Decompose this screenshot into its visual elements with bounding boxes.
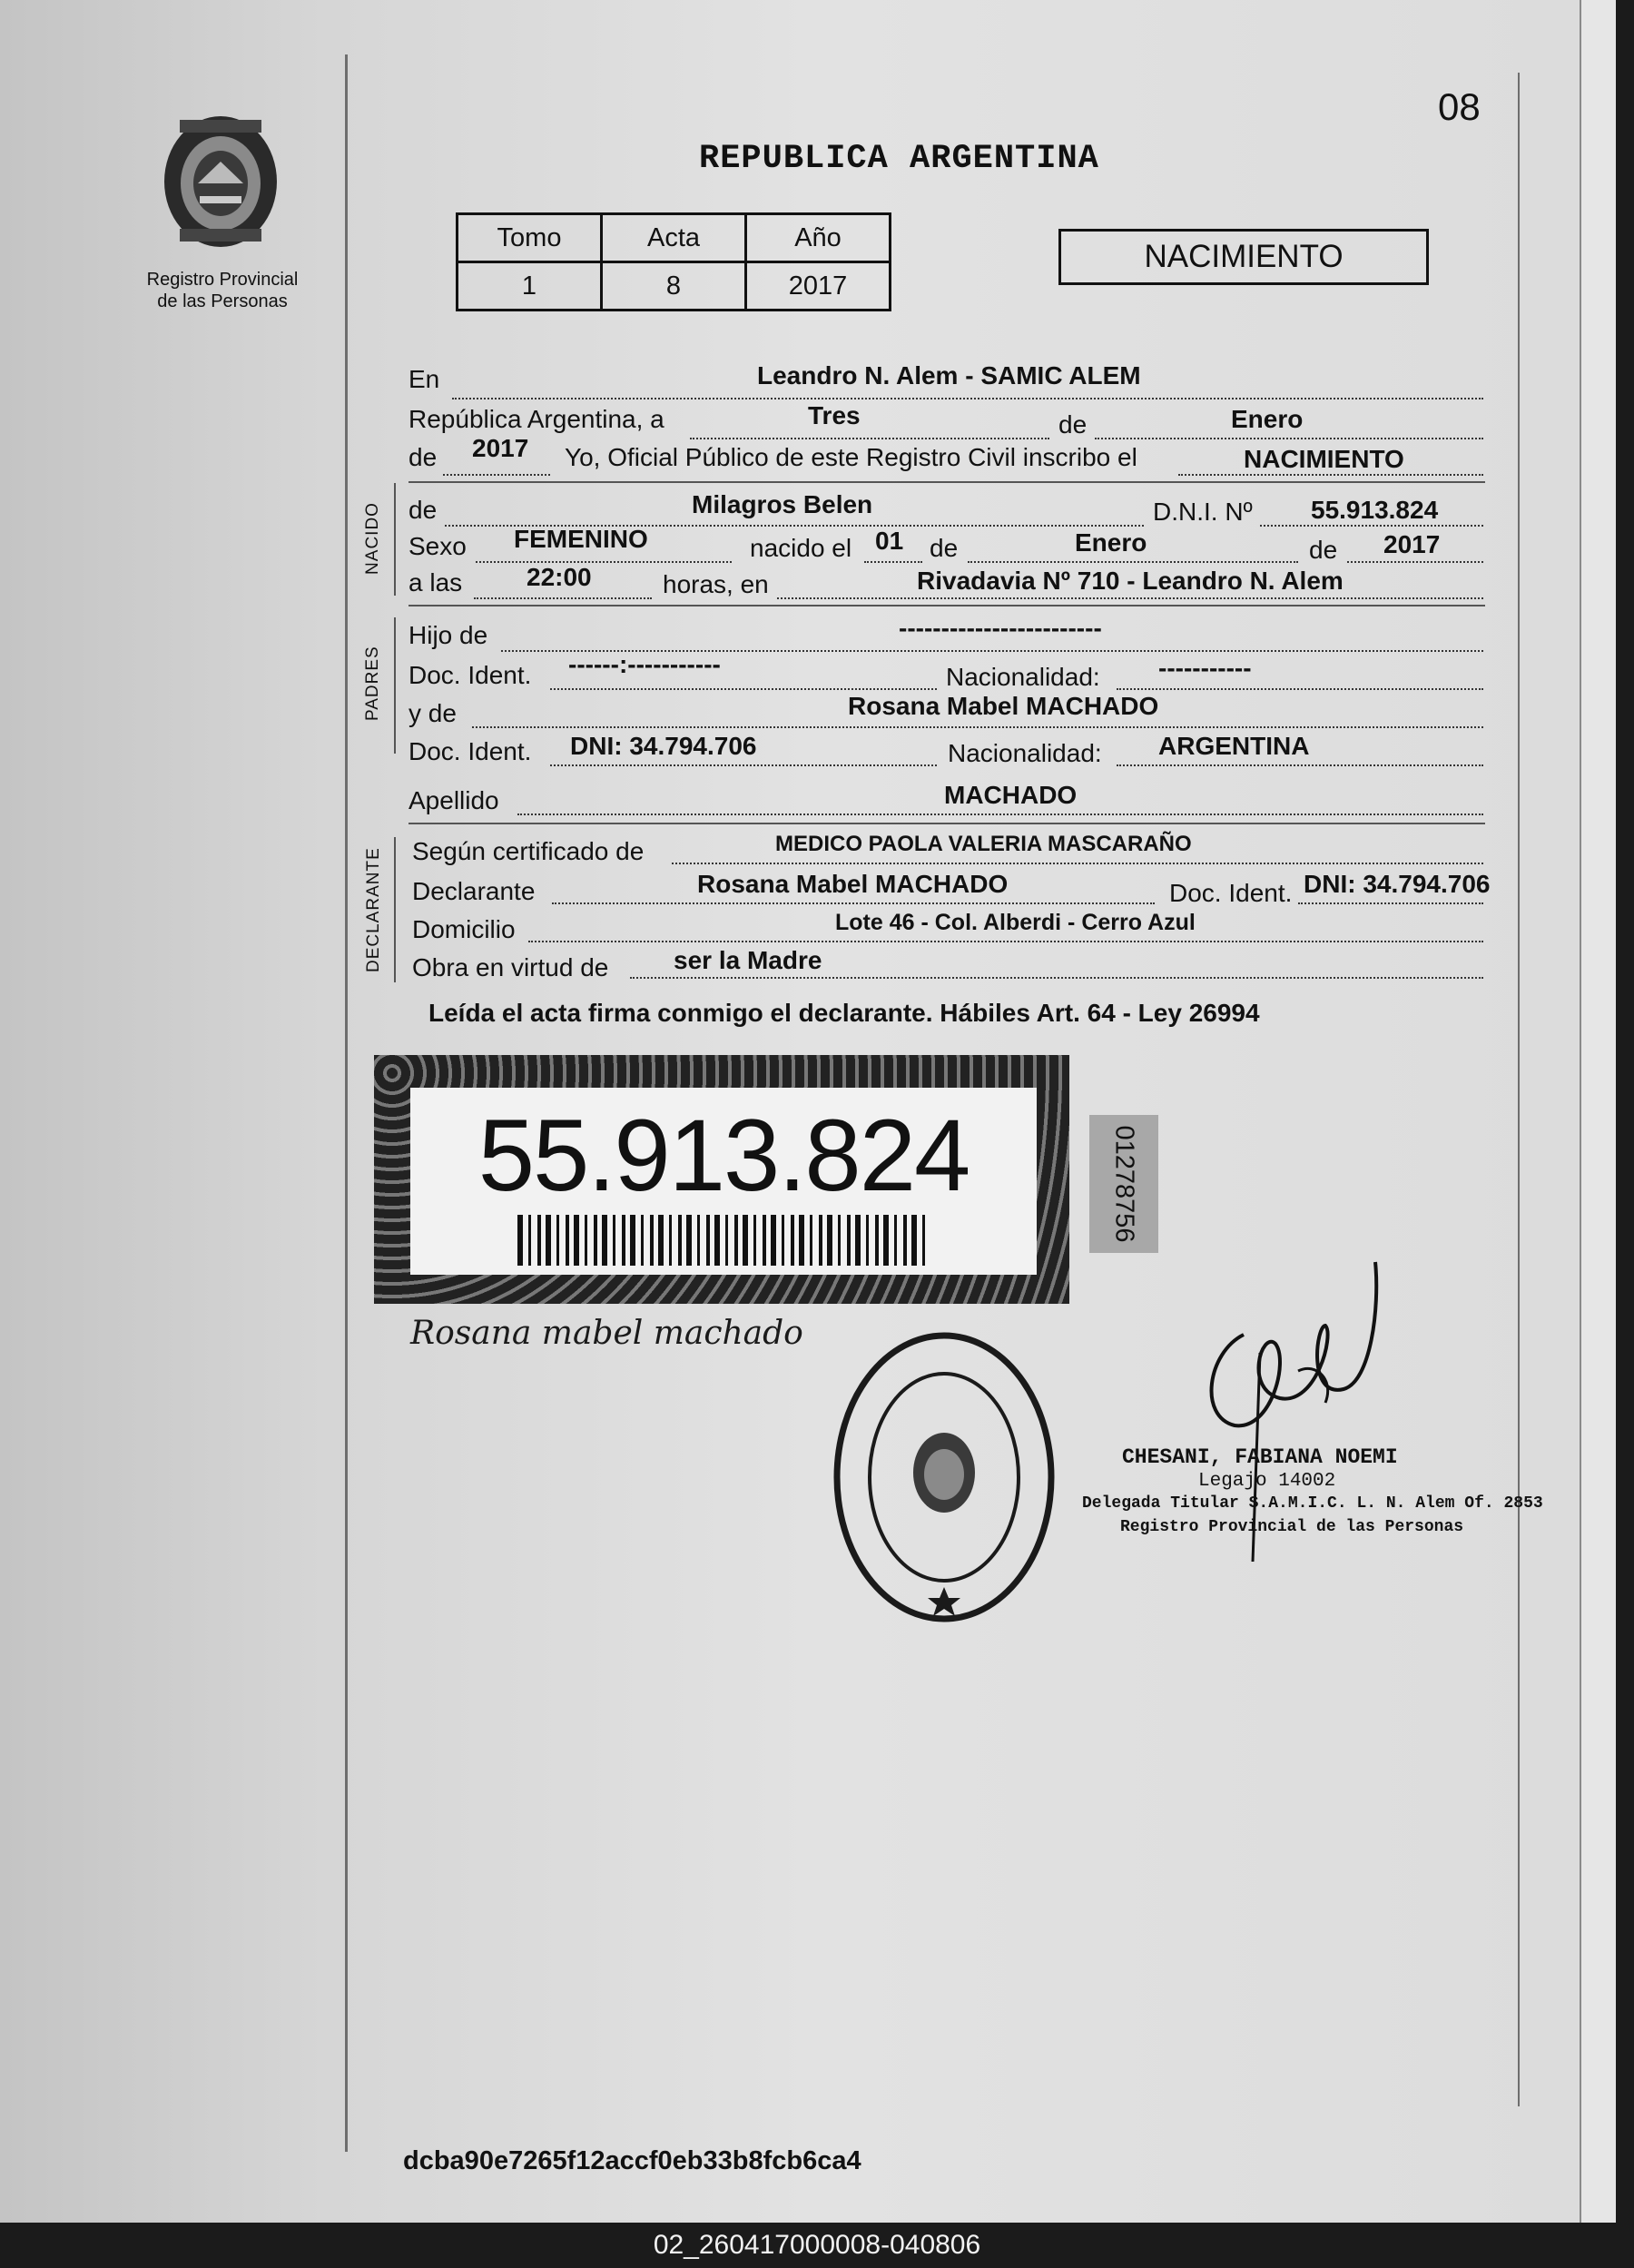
sex-value: FEMENINO — [514, 525, 648, 553]
section-bar — [394, 483, 396, 596]
dotted-line — [1178, 474, 1483, 476]
label-domicilio: Domicilio — [412, 915, 516, 943]
official-name: CHESANI, FABIANA NOEMI — [1122, 1445, 1398, 1469]
official-signature-icon — [1189, 1253, 1398, 1562]
dni-number-large: 55.913.824 — [477, 1099, 970, 1212]
dotted-line — [476, 561, 732, 563]
dotted-line — [690, 438, 1049, 439]
dotted-line — [672, 863, 1483, 864]
label-dni: D.N.I. Nº — [1153, 498, 1253, 526]
year-value: 2017 — [472, 434, 529, 462]
acta-header: Acta — [602, 214, 746, 262]
place-value: Leandro N. Alem - SAMIC ALEM — [757, 361, 1141, 390]
side-label-padres: PADRES — [363, 646, 382, 721]
section-bar — [394, 617, 396, 754]
dotted-line — [1117, 764, 1483, 766]
left-margin-line — [345, 54, 348, 2152]
section-bar — [394, 837, 396, 982]
birth-day-value: 01 — [875, 527, 904, 555]
dotted-line — [1347, 561, 1483, 563]
label-de2: de — [408, 443, 438, 471]
mother-nationality-value: ARGENTINA — [1158, 732, 1310, 760]
dotted-line — [864, 561, 922, 563]
right-margin-line — [1518, 73, 1520, 2106]
record-table — [456, 212, 891, 311]
barcode — [517, 1215, 931, 1266]
label-de-nacido: de — [408, 496, 438, 524]
father-doc-value: ------:----------- — [568, 650, 721, 678]
birth-year-value: 2017 — [1383, 530, 1441, 558]
closing-statement: Leída el acta firma conmigo el declarante. Hábiles Art. 64 - Ley 26994 — [428, 999, 1260, 1027]
acta-value: 8 — [602, 262, 746, 311]
page-edge — [1580, 0, 1616, 2223]
section-divider — [408, 481, 1485, 483]
dotted-line — [630, 977, 1483, 979]
dotted-line — [550, 764, 937, 766]
certificate-value: MEDICO PAOLA VALERIA MASCARAÑO — [775, 832, 1192, 856]
dotted-line — [443, 474, 550, 476]
registry-label — [127, 269, 318, 312]
stamp-icon — [830, 1327, 1058, 1627]
label-nacionalidad-2: Nacionalidad: — [948, 739, 1102, 767]
label-de3: de — [930, 534, 959, 562]
label-hijo-de: Hijo de — [408, 621, 488, 649]
label-de4: de — [1309, 536, 1338, 564]
birth-place-value: Rivadavia Nº 710 - Leandro N. Alem — [917, 567, 1344, 595]
section-divider — [408, 823, 1485, 824]
label-segun: Según certificado de — [412, 837, 645, 865]
month-value: Enero — [1231, 405, 1304, 433]
mother-doc-value: DNI: 34.794.706 — [570, 732, 757, 760]
label-doc-ident-1: Doc. Ident. — [408, 661, 532, 689]
birth-month-value: Enero — [1075, 528, 1147, 557]
dni-value: 55.913.824 — [1311, 496, 1439, 524]
declarant-value: Rosana Mabel MACHADO — [697, 870, 1009, 898]
mother-value: Rosana Mabel MACHADO — [848, 692, 1159, 720]
label-y-de: y de — [408, 699, 457, 727]
official-org: Registro Provincial de las Personas — [1120, 1518, 1464, 1536]
serial-number-text: 01278756 — [1109, 1125, 1139, 1243]
day-value: Tres — [808, 401, 861, 429]
dni-barcode-label — [374, 1055, 1069, 1304]
label-declarante: Declarante — [412, 877, 536, 905]
document-heading: REPUBLICA ARGENTINA — [699, 140, 1099, 178]
label-doc-ident-3: Doc. Ident. — [1169, 879, 1293, 907]
declarant-signature: Rosana mabel machado — [410, 1315, 803, 1352]
official-role: Delegada Titular S.A.M.I.C. L. N. Alem Of. 2853 — [1082, 1494, 1543, 1513]
label-doc-ident-2: Doc. Ident. — [408, 737, 532, 765]
inscribe-value: NACIMIENTO — [1244, 445, 1404, 473]
section-divider — [408, 605, 1485, 606]
dotted-line — [550, 688, 937, 690]
dotted-line — [777, 597, 1483, 599]
province-seal-icon — [153, 109, 289, 254]
father-nationality-value: ----------- — [1158, 654, 1252, 682]
dotted-line — [1298, 902, 1483, 904]
child-name-value: Milagros Belen — [692, 490, 873, 518]
surname-value: MACHADO — [944, 781, 1078, 809]
dni-label-panel — [410, 1088, 1037, 1275]
dotted-line — [1095, 438, 1483, 439]
label-nacionalidad-1: Nacionalidad: — [946, 663, 1100, 691]
label-republica: República Argentina, a — [408, 405, 664, 433]
label-nacido-el: nacido el — [750, 534, 852, 562]
official-legajo: Legajo 14002 — [1198, 1471, 1336, 1492]
registry-line-1: Registro Provincial — [146, 270, 299, 290]
official-stamp — [830, 1327, 1058, 1632]
label-a-las: a las — [408, 568, 463, 597]
father-value: ------------------------ — [899, 614, 1102, 642]
tomo-value: 1 — [458, 262, 602, 311]
dotted-line — [474, 597, 652, 599]
label-sexo: Sexo — [408, 532, 467, 560]
reason-value: ser la Madre — [674, 946, 822, 974]
label-en: En — [408, 365, 440, 393]
anio-header: Año — [746, 214, 891, 262]
label-obra: Obra en virtud de — [412, 953, 609, 981]
side-label-nacido: NACIDO — [363, 502, 382, 575]
province-seal — [153, 109, 289, 259]
serial-number — [1089, 1115, 1158, 1253]
dotted-line — [968, 561, 1298, 563]
document-hash: dcba90e7265f12accf0eb33b8fcb6ca4 — [403, 2146, 861, 2175]
label-horas-en: horas, en — [663, 570, 769, 598]
anio-value: 2017 — [746, 262, 891, 311]
label-apellido: Apellido — [408, 786, 499, 814]
label-yo: Yo, Oficial Público de este Registro Civil inscribo el — [565, 443, 1137, 471]
label-de: de — [1058, 410, 1088, 439]
dotted-line — [1117, 688, 1483, 690]
dotted-line — [517, 814, 1483, 815]
dotted-line — [472, 726, 1483, 728]
dotted-line — [552, 902, 1155, 904]
address-value: Lote 46 - Col. Alberdi - Cerro Azul — [835, 910, 1196, 935]
registry-line-2: de las Personas — [157, 291, 288, 311]
tomo-header: Tomo — [458, 214, 602, 262]
time-value: 22:00 — [527, 563, 592, 591]
record-type-box: NACIMIENTO — [1058, 229, 1429, 285]
side-label-declarante: DECLARANTE — [364, 847, 383, 972]
page-number: 08 — [1438, 85, 1481, 128]
footer-id: 02_260417000008-040806 — [0, 2223, 1634, 2268]
declarant-doc-value: DNI: 34.794.706 — [1304, 870, 1491, 898]
dotted-line — [452, 398, 1483, 399]
dotted-line — [528, 941, 1483, 942]
dotted-line — [1260, 525, 1483, 527]
